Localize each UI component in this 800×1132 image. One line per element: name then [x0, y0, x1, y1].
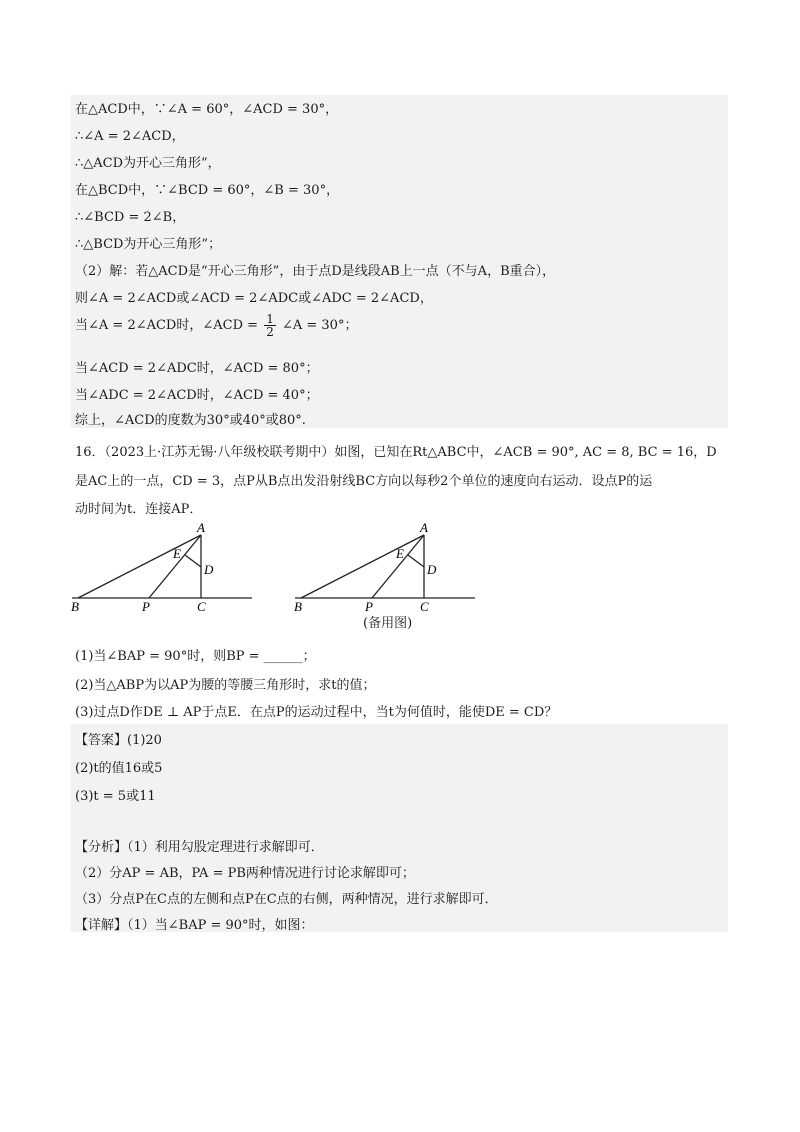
solution-line: 综上，∠ACD的度数为30°或40°或80°. [75, 413, 306, 428]
subquestion-1: (1)当∠BAP = 90°时，则BP = ______； [75, 649, 316, 664]
answer-line: (3)t = 5或11 [75, 789, 156, 804]
label-e: E [396, 546, 404, 561]
solution-line: 当∠ACD = 2∠ADC时，∠ACD = 80°； [75, 361, 319, 376]
answer-block [71, 724, 728, 932]
label-c: C [197, 599, 206, 614]
analysis-line: 【分析】（1）利用勾股定理进行求解即可． [75, 840, 324, 855]
label-c: C [420, 599, 429, 614]
analysis-line: （2）分AP = AB，PA = PB两种情况进行讨论求解即可； [75, 866, 415, 881]
fraction-suffix: ∠A = 30°； [281, 318, 358, 333]
label-a: A [420, 520, 428, 535]
label-p: P [365, 599, 373, 614]
subquestion-2: (2)当△ABP为以AP为腰的等腰三角形时，求t的值； [75, 678, 376, 693]
analysis-line: （3）分点P在C点的左侧和点P在C点的右侧，两种情况，进行求解即可． [75, 892, 498, 907]
solution-line: 在△BCD中，∵∠BCD = 60°，∠B = 30°， [75, 183, 340, 198]
solution-line: 当∠ADC = 2∠ACD时，∠ACD = 40°； [75, 388, 319, 403]
question-line: 16．（2023上·江苏无锡·八年级校联考期中）如图，已知在Rt△ABC中，∠ACB = 90°, AC = 8, BC = 16，D [75, 445, 717, 460]
solution-line: 在△ACD中，∵∠A = 60°，∠ACD = 30°， [75, 102, 339, 117]
label-p: P [142, 599, 150, 614]
solution-line: 则∠A = 2∠ACD或∠ACD = 2∠ADC或∠ADC = 2∠ACD， [75, 291, 433, 306]
solution-line: ∴△ACD为开心三角形”， [75, 156, 221, 171]
question-line: 是AC上的一点，CD = 3，点P从B点出发沿射线BC方向以每秒2个单位的速度向右运动．设点P的运 [75, 474, 653, 489]
fraction-prefix: 当∠A = 2∠ACD时，∠ACD = [75, 318, 259, 333]
label-e: E [173, 546, 181, 561]
fraction-numerator: 1 [266, 312, 274, 326]
solution-block [71, 95, 728, 428]
answer-line: (2)t的值16或5 [75, 761, 163, 776]
fraction-line [75, 313, 357, 338]
triangle-figure-main [70, 520, 260, 615]
triangle-figure-spare [293, 520, 483, 615]
solution-line: ∴∠A = 2∠ACD， [75, 129, 185, 144]
fraction-denominator: 2 [266, 325, 274, 339]
fraction [264, 313, 276, 338]
label-b: B [294, 599, 302, 614]
label-d: D [204, 562, 214, 577]
analysis-line: 【详解】（1）当∠BAP = 90°时，如图： [75, 918, 314, 933]
label-d: D [427, 562, 437, 577]
solution-line: ∴∠BCD = 2∠B， [75, 210, 186, 225]
answer-line: 【答案】(1)20 [75, 733, 162, 748]
label-a: A [197, 520, 205, 535]
solution-line: （2）解：若△ACD是“开心三角形”，由于点D是线段AB上一点（不与A，B重合）， [75, 264, 556, 279]
question-line: 动时间为t．连接AP． [75, 502, 203, 517]
figure-caption: (备用图) [363, 616, 413, 631]
label-b: B [71, 599, 79, 614]
subquestion-3: (3)过点D作DE ⊥ AP于点E．在点P的运动过程中，当t为何值时，能使DE = CD？ [75, 705, 558, 720]
solution-line: ∴△BCD为开心三角形”； [75, 237, 222, 252]
